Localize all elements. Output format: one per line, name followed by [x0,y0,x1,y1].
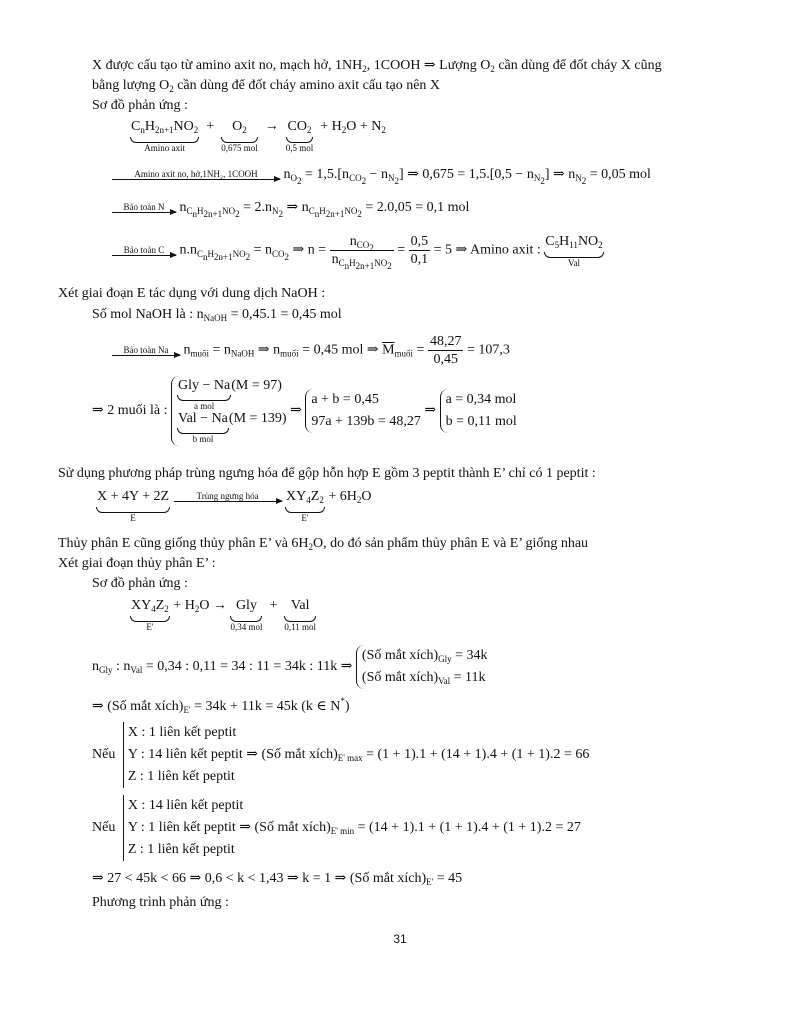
equation: Bảo toàn N $n_{C_nH_{2n+1}NO_2} = 2.n_{N_2}$ ⇒ $n_{C_nH_{2n+1}NO_2} = 2.0,05 = 0,1$ mol [112,199,469,217]
text-line: Xét giai đoạn thủy phân E’ : [58,556,216,571]
equation: $n_{Gly}$ : $n_{Val} = 0,34$ : 0,11 = 34 : 11 = 34k : 11k ⇒ (Số mắt $xích)_{Gly} = 34k$ (Số mắt $xích)_{Val} = 11k$ [92,645,488,689]
equation: X + 4Y + 2Z E Trùng ngưng hóa $XY_4Z_2$ E' + $6H_2O$ [97,489,372,523]
text-line: Sử dụng phương pháp trùng ngưng hóa để gộp hỗn hợp E gồm 3 peptit thành E’ chỉ có 1 peptit : [58,466,596,481]
equation: Amino axit no, hở,1NH₂, 1COOH $n_{O_2} = 1,5.[n_{CO_2} - n_{N_2}]$ ⇒ $0,675 = 1,5.[0,5 - n_{N_2}]$ ⇒ $n_{N_2} = 0,05$ mol [112,166,651,184]
equation: ⇒ 2 muối là : Gly − Na a mol (M = 97) Val − Na b mol (M = 139) ⇒ a + b = 0,45 97a + 139b = 48,27 ⇒ a = 0,34 mol b = 0,11 mol [92,378,517,444]
case-block: Nếu X : 1 liên kết peptit Y : 14 liên kết peptit ⇒ (Số mắt $xích)_{E' max} = (1 + 1).1 + (14 + 1).4 + (1 + 1).2 = 66$ Z : 1 liên kết peptit [92,722,589,788]
equation: Bảo toàn Na $n_{muối} = n_{NaOH}$ ⇒ $n_{muối} = 0,45$ mol ⇒ $\overline{M}_{muối}$ = $\frac{48,27}{0,45}$ = 107,3 [112,333,510,368]
text-line: Sơ đồ phản ứng : [92,98,188,113]
text-line: ⇒ 27 < 45k < 66 ⇒ 0,6 < k < 1,43 ⇒ k = 1 ⇒ (Số mắt $xích)_{E'} = 45$ [92,871,463,887]
page-number: 31 [393,932,407,946]
text-line: Thủy phân E cũng giống thủy phân E’ và $6H_2O$, do đó sản phẩm thủy phân E và E’ giống nhau [58,536,589,552]
text-line: X được cấu tạo từ amino axit no, mạch hở, $1NH_2$, 1COOH ⇒ Lượng $O_2$ cần dùng để đốt cháy X cũng [92,58,662,74]
equation: Bảo toàn C $n.n_{C_nH_{2n+1}NO_2} = n_{CO_2}$ ⇒ n = $\frac{n_{CO_2}}{n_{C_nH_{2n+1}NO_2}}$ = $\frac{0,5}{0,1}$ = 5 ⇒ Amino axit : $C_5H_{11}NO_2$ Val [112,233,604,268]
case-block: Nếu X : 14 liên kết peptit Y : 1 liên kết peptit ⇒ (Số mắt $xích)_{E' min} = (14 + 1).1 + (1 + 1).4 + (1 + 1).2 = 27$ Z : 1 liên kết peptit [92,795,581,861]
equation: $XY_4Z_2$ E' + $H_2O$ → Gly 0,34 mol + Val 0,11 mol [131,598,317,632]
text-line: ⇒ (Số mắt $xích)_{E'} = 34k + 11k = 45k$ (k ∈ N*) [92,696,350,715]
text-line: Xét giai đoạn E tác dụng với dung dịch NaOH : [58,286,326,301]
text-line: Phương trình phản ứng : [92,895,229,910]
text-line: Số mol NaOH là : $n_{NaOH} = 0,45.1 = 0,45$ mol [92,307,342,323]
text-line: Sơ đồ phản ứng : [92,576,188,591]
text-line: bằng lượng $O_2$ cần dùng để đốt cháy amino axit cấu tạo nên X [92,78,441,94]
reaction-equation: $C_nH_{2n+1}NO_2$ Amino axit + $O_2$ 0,675 mol → $CO_2$ 0,5 mol + $H_2O + N_2$ [131,119,386,153]
